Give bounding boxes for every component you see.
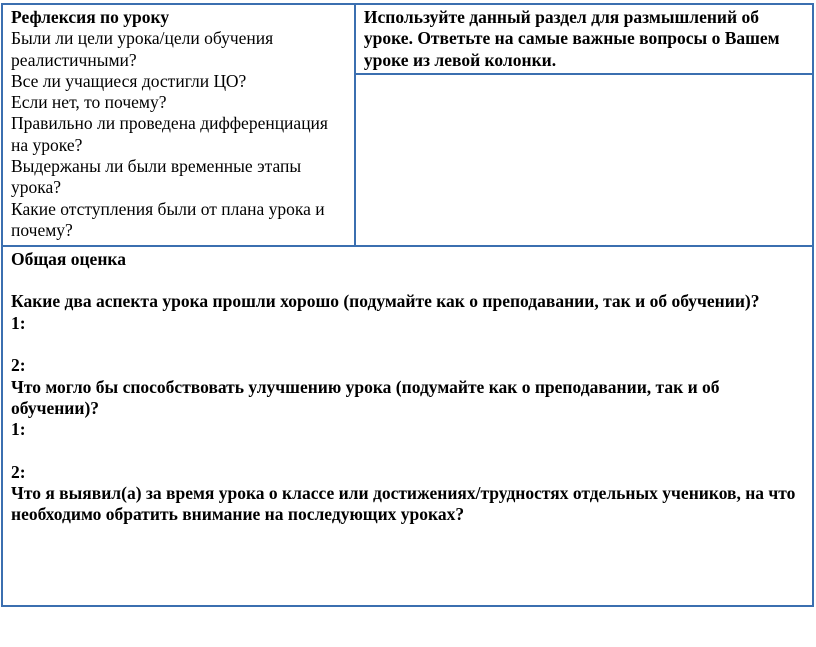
overall-assessment-title: Общая оценка <box>11 248 126 269</box>
reflection-answer-cell[interactable] <box>355 74 813 246</box>
overall-assessment-cell <box>2 246 813 606</box>
answer-good-aspect-1: 1: <box>11 312 26 333</box>
spacer <box>11 270 804 291</box>
reflection-question-goals: Были ли цели урока/цели обучения реалистичными? <box>11 28 274 70</box>
reflection-question-deviations: Какие отступления были от плана урока и почему? <box>11 198 325 240</box>
reflection-table <box>1 3 814 607</box>
answer-improvement-2: 2: <box>11 461 26 482</box>
reflection-question-timing: Выдержаны ли были временные этапы урока? <box>11 156 302 198</box>
reflection-instruction-cell <box>355 4 813 74</box>
reflection-title: Рефлексия по уроку <box>11 7 170 27</box>
reflection-question-differentiation: Правильно ли проведена дифференциация на уроке? <box>11 113 328 155</box>
answer-good-aspect-2: 2: <box>11 355 26 376</box>
answer-improvement-1: 1: <box>11 419 26 440</box>
reflection-questions-cell <box>2 4 355 246</box>
question-class-insights: Что я выявил(а) за время урока о классе или достижениях/трудностях отдельных учеников, на что необходимо обратить внимание на последующих уроках? <box>11 483 796 525</box>
reflection-question-achieved: Все ли учащиеся достигли ЦО? <box>11 70 247 91</box>
question-improvements: Что могло бы способствовать улучшению урока (подумайте как о преподавании, так и об обучении)? <box>11 376 720 418</box>
reflection-instruction: Используйте данный раздел для размышлений об уроке. Ответьте на самые важные вопросы о Вашем уроке из левой колонки. <box>363 7 780 70</box>
reflection-question-why-not: Если нет, то почему? <box>11 92 167 113</box>
spacer <box>11 334 804 355</box>
spacer <box>11 441 804 462</box>
question-good-aspects: Какие два аспекта урока прошли хорошо (подумайте как о преподавании, так и об обучении)? <box>11 291 760 312</box>
